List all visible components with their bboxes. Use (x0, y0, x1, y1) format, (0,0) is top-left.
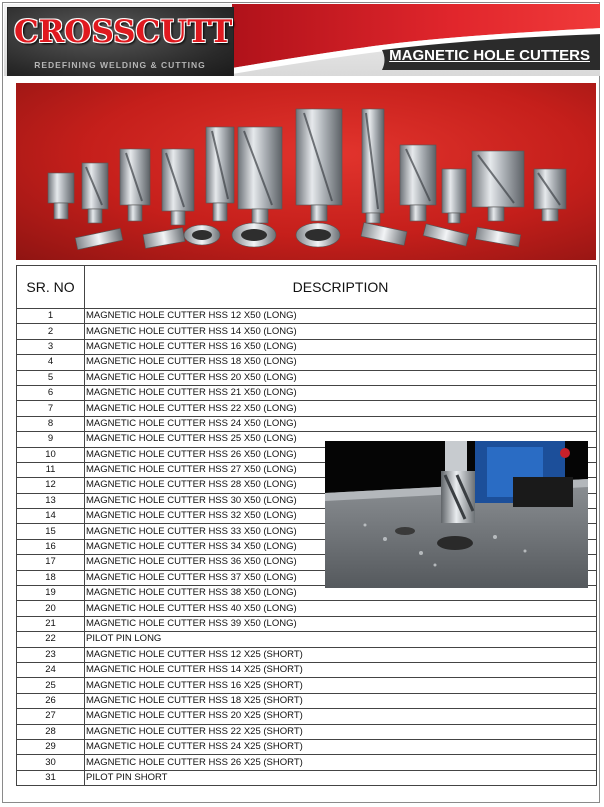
table-row (17, 416, 597, 431)
description-cell: MAGNETIC HOLE CUTTER HSS 39 X50 (LONG) (85, 616, 597, 631)
description-cell: MAGNETIC HOLE CUTTER HSS 36 X50 (LONG) (85, 555, 597, 570)
sr-no-cell: 24 (17, 662, 85, 677)
cutters-illustration (16, 83, 596, 260)
description-cell: MAGNETIC HOLE CUTTER HSS 38 X50 (LONG) (85, 586, 597, 601)
description-cell: MAGNETIC HOLE CUTTER HSS 27 X50 (LONG) (85, 462, 597, 477)
header-swoosh (232, 4, 600, 76)
table-header-row (17, 266, 597, 309)
description-cell: MAGNETIC HOLE CUTTER HSS 16 X50 (LONG) (85, 339, 597, 354)
table-row (17, 678, 597, 693)
table-row (17, 385, 597, 400)
sr-no-cell: 7 (17, 401, 85, 416)
description-cell: MAGNETIC HOLE CUTTER HSS 18 X50 (LONG) (85, 355, 597, 370)
table-row (17, 647, 597, 662)
sr-no-cell: 16 (17, 539, 85, 554)
sr-no-cell: 29 (17, 739, 85, 754)
description-cell: MAGNETIC HOLE CUTTER HSS 30 X50 (LONG) (85, 493, 597, 508)
page-title: MAGNETIC HOLE CUTTERS (389, 47, 590, 64)
sr-no-cell: 8 (17, 416, 85, 431)
table-row (17, 662, 597, 677)
sr-no-cell: 12 (17, 478, 85, 493)
sr-no-cell: 3 (17, 339, 85, 354)
table-row (17, 370, 597, 385)
table-row (17, 739, 597, 754)
sr-no-cell: 23 (17, 647, 85, 662)
magnetic-drill-photo (325, 441, 588, 588)
brand-logo (7, 7, 234, 76)
table-row (17, 770, 597, 785)
description-cell: MAGNETIC HOLE CUTTER HSS 28 X50 (LONG) (85, 478, 597, 493)
sr-no-cell: 15 (17, 524, 85, 539)
table-row (17, 755, 597, 770)
description-cell: MAGNETIC HOLE CUTTER HSS 14 X25 (SHORT) (85, 662, 597, 677)
sr-no-cell: 10 (17, 447, 85, 462)
sr-no-cell: 26 (17, 693, 85, 708)
description-cell: MAGNETIC HOLE CUTTER HSS 20 X50 (LONG) (85, 370, 597, 385)
description-cell: MAGNETIC HOLE CUTTER HSS 22 X25 (SHORT) (85, 724, 597, 739)
description-cell: MAGNETIC HOLE CUTTER HSS 40 X50 (LONG) (85, 601, 597, 616)
description-cell: MAGNETIC HOLE CUTTER HSS 12 X50 (LONG) (85, 309, 597, 324)
page-header (4, 4, 600, 76)
table-row (17, 355, 597, 370)
table-row (17, 339, 597, 354)
table-row (17, 724, 597, 739)
table-row (17, 616, 597, 631)
table-row (17, 601, 597, 616)
description-cell: MAGNETIC HOLE CUTTER HSS 33 X50 (LONG) (85, 524, 597, 539)
sr-no-cell: 19 (17, 586, 85, 601)
sr-no-cell: 30 (17, 755, 85, 770)
sr-no-cell: 20 (17, 601, 85, 616)
sr-no-cell: 17 (17, 555, 85, 570)
sr-no-cell: 21 (17, 616, 85, 631)
sr-no-cell: 5 (17, 370, 85, 385)
description-cell: MAGNETIC HOLE CUTTER HSS 32 X50 (LONG) (85, 509, 597, 524)
description-cell: MAGNETIC HOLE CUTTER HSS 14 X50 (LONG) (85, 324, 597, 339)
sr-no-cell: 4 (17, 355, 85, 370)
description-cell: PILOT PIN LONG (85, 632, 597, 647)
sr-no-cell: 6 (17, 385, 85, 400)
logo-text: CROSSCUTT (14, 14, 233, 50)
description-cell: MAGNETIC HOLE CUTTER HSS 25 X50 (LONG) (85, 432, 597, 447)
description-cell: MAGNETIC HOLE CUTTER HSS 12 X25 (SHORT) (85, 647, 597, 662)
sr-no-cell: 11 (17, 462, 85, 477)
sr-no-cell: 22 (17, 632, 85, 647)
sr-no-cell: 31 (17, 770, 85, 785)
table-row (17, 709, 597, 724)
description-cell: PILOT PIN SHORT (85, 770, 597, 785)
description-cell: MAGNETIC HOLE CUTTER HSS 22 X50 (LONG) (85, 401, 597, 416)
table-row (17, 632, 597, 647)
description-cell: MAGNETIC HOLE CUTTER HSS 26 X50 (LONG) (85, 447, 597, 462)
sr-no-cell: 2 (17, 324, 85, 339)
sr-no-cell: 14 (17, 509, 85, 524)
table-row (17, 401, 597, 416)
description-cell: MAGNETIC HOLE CUTTER HSS 20 X25 (SHORT) (85, 709, 597, 724)
table-row (17, 309, 597, 324)
description-cell: MAGNETIC HOLE CUTTER HSS 37 X50 (LONG) (85, 570, 597, 585)
description-cell: MAGNETIC HOLE CUTTER HSS 16 X25 (SHORT) (85, 678, 597, 693)
sr-no-cell: 9 (17, 432, 85, 447)
column-header-sr-no: SR. NO (17, 266, 85, 309)
logo-tagline: REDEFINING WELDING & CUTTING (34, 60, 206, 70)
description-cell: MAGNETIC HOLE CUTTER HSS 34 X50 (LONG) (85, 539, 597, 554)
magnetic-drill-illustration (325, 441, 588, 588)
table-row (17, 693, 597, 708)
sr-no-cell: 18 (17, 570, 85, 585)
sr-no-cell: 13 (17, 493, 85, 508)
description-cell: MAGNETIC HOLE CUTTER HSS 21 X50 (LONG) (85, 385, 597, 400)
table-row (17, 324, 597, 339)
column-header-description: DESCRIPTION (85, 266, 597, 309)
description-cell: MAGNETIC HOLE CUTTER HSS 18 X25 (SHORT) (85, 693, 597, 708)
description-cell: MAGNETIC HOLE CUTTER HSS 24 X25 (SHORT) (85, 739, 597, 754)
sr-no-cell: 28 (17, 724, 85, 739)
product-banner (16, 83, 596, 260)
sr-no-cell: 27 (17, 709, 85, 724)
description-cell: MAGNETIC HOLE CUTTER HSS 24 X50 (LONG) (85, 416, 597, 431)
sr-no-cell: 25 (17, 678, 85, 693)
sr-no-cell: 1 (17, 309, 85, 324)
description-cell: MAGNETIC HOLE CUTTER HSS 26 X25 (SHORT) (85, 755, 597, 770)
